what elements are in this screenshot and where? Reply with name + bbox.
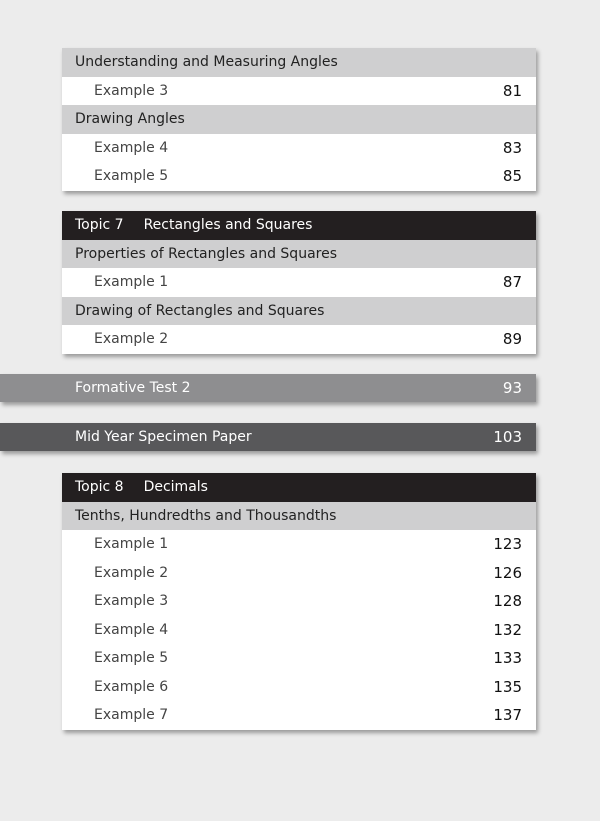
topic-title: Decimals: [143, 479, 208, 496]
section-heading: Drawing of Rectangles and Squares: [62, 297, 536, 326]
topic-number: Topic 7: [75, 217, 124, 234]
section-heading: Drawing Angles: [62, 105, 536, 134]
toc-entry[interactable]: [62, 325, 536, 354]
topic-number: Topic 8: [75, 479, 124, 496]
toc-block-topic-7: [62, 211, 536, 354]
formative-test-entry[interactable]: [0, 374, 536, 402]
entry-label: Example 7: [94, 707, 169, 724]
entry-page-number: 135: [493, 677, 522, 696]
toc-entry[interactable]: [62, 616, 536, 645]
entry-label: Example 2: [94, 331, 169, 348]
entry-page-number: 133: [493, 649, 522, 668]
entry-label: Example 4: [94, 139, 169, 156]
entry-label: Example 5: [94, 650, 169, 667]
section-heading: Properties of Rectangles and Squares: [62, 240, 536, 269]
topic-heading: [62, 473, 536, 502]
toc-block-topic-8: [62, 473, 536, 730]
entry-label: Example 4: [94, 621, 169, 638]
entry-page-number: 126: [493, 563, 522, 582]
toc-block-angles: [62, 48, 536, 191]
entry-page-number: 87: [502, 273, 522, 292]
entry-page-number: 93: [502, 379, 522, 397]
entry-page-number: 123: [493, 535, 522, 554]
toc-entry[interactable]: [62, 134, 536, 163]
toc-entry[interactable]: [62, 644, 536, 673]
entry-label: Example 2: [94, 564, 169, 581]
entry-page-number: 89: [502, 330, 522, 349]
entry-label: Example 1: [94, 536, 169, 553]
entry-page-number: 137: [493, 706, 522, 725]
toc-entry[interactable]: [62, 77, 536, 106]
toc-entry[interactable]: [62, 587, 536, 616]
topic-heading: [62, 211, 536, 240]
entry-page-number: 83: [502, 138, 522, 157]
toc-entry[interactable]: [62, 559, 536, 588]
entry-page-number: 103: [493, 428, 522, 446]
entry-label: Example 5: [94, 168, 169, 185]
entry-label: Mid Year Specimen Paper: [75, 429, 252, 445]
entry-page-number: 132: [493, 620, 522, 639]
toc-entry[interactable]: [62, 530, 536, 559]
entry-label: Formative Test 2: [75, 380, 191, 396]
toc-entry[interactable]: [62, 701, 536, 730]
toc-entry[interactable]: [62, 162, 536, 191]
entry-page-number: 128: [493, 592, 522, 611]
entry-page-number: 85: [502, 167, 522, 186]
mid-year-paper-entry[interactable]: [0, 423, 536, 451]
section-heading: Tenths, Hundredths and Thousandths: [62, 502, 536, 531]
entry-label: Example 1: [94, 274, 169, 291]
entry-label: Example 6: [94, 678, 169, 695]
topic-title: Rectangles and Squares: [143, 217, 313, 234]
toc-entry[interactable]: [62, 673, 536, 702]
toc-entry[interactable]: [62, 268, 536, 297]
entry-page-number: 81: [502, 81, 522, 100]
section-heading: Understanding and Measuring Angles: [62, 48, 536, 77]
entry-label: Example 3: [94, 593, 169, 610]
entry-label: Example 3: [94, 82, 169, 99]
